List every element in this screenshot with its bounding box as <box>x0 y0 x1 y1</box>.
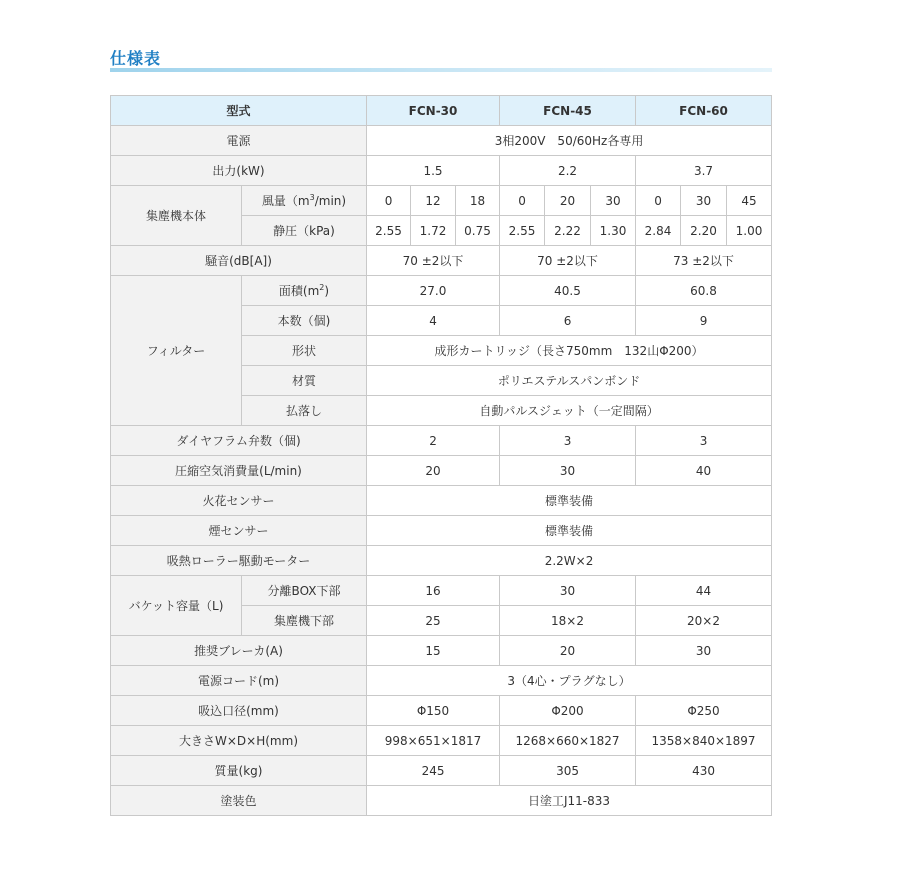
cell-value: 40.5 <box>500 276 636 306</box>
cell-value: 1.5 <box>367 156 500 186</box>
cell-value: 44 <box>636 576 772 606</box>
cell-value: 1.00 <box>727 216 772 246</box>
cell-value: 60.8 <box>636 276 772 306</box>
header-row <box>111 96 772 126</box>
cell-value: 1.30 <box>591 216 636 246</box>
cell-value: 20×2 <box>636 606 772 636</box>
cell-value: 4 <box>367 306 500 336</box>
title-underline <box>110 68 772 72</box>
spec-table <box>110 95 772 816</box>
row-label: 出力(kW) <box>111 156 367 186</box>
cell-value: 70 ±2以下 <box>500 246 636 276</box>
cell-value: 0 <box>367 186 411 216</box>
cell-value: 1.72 <box>411 216 456 246</box>
row-label: 電源コード(m) <box>111 666 367 696</box>
row-label: 吸熱ローラー駆動モーター <box>111 546 367 576</box>
model-label: 型式 <box>111 96 367 126</box>
table-row <box>111 726 772 756</box>
row-label: 火花センサー <box>111 486 367 516</box>
group-label: 集塵機本体 <box>111 186 242 246</box>
cell-value: 30 <box>500 456 636 486</box>
cell-value: 20 <box>367 456 500 486</box>
table-row <box>111 486 772 516</box>
sub-label: 本数（個) <box>242 306 367 336</box>
table-row <box>111 546 772 576</box>
cell-value: 20 <box>500 636 636 666</box>
cell-value: 3 <box>636 426 772 456</box>
row-label: 圧縮空気消費量(L/min) <box>111 456 367 486</box>
cell-value: 430 <box>636 756 772 786</box>
group-label: フィルター <box>111 276 242 426</box>
table-row <box>111 186 772 216</box>
table-row <box>111 696 772 726</box>
cell-value: 日塗工J11-833 <box>367 786 772 816</box>
cell-value: 73 ±2以下 <box>636 246 772 276</box>
row-label: 塗装色 <box>111 786 367 816</box>
cell-value: 1358×840×1897 <box>636 726 772 756</box>
cell-value: 25 <box>367 606 500 636</box>
table-row <box>111 126 772 156</box>
row-label: 煙センサー <box>111 516 367 546</box>
row-label: 推奨ブレーカ(A) <box>111 636 367 666</box>
cell-value: 0.75 <box>456 216 500 246</box>
cell-value: 30 <box>500 576 636 606</box>
page-title: 仕様表 <box>110 49 162 68</box>
row-label: 大きさW×D×H(mm) <box>111 726 367 756</box>
cell-value: Φ200 <box>500 696 636 726</box>
cell-value: 自動パルスジェット（一定間隔） <box>367 396 772 426</box>
row-label: ダイヤフラム弁数（個) <box>111 426 367 456</box>
cell-value: 3相200V 50/60Hz各専用 <box>367 126 772 156</box>
cell-value: 1268×660×1827 <box>500 726 636 756</box>
sub-label: 風量$(m^3/\min)$ <box>242 186 367 216</box>
table-row <box>111 426 772 456</box>
cell-value: 20 <box>545 186 591 216</box>
cell-value: 6 <box>500 306 636 336</box>
cell-value: 12 <box>411 186 456 216</box>
cell-value: 30 <box>636 636 772 666</box>
cell-value: 0 <box>636 186 681 216</box>
cell-value: 2.55 <box>500 216 545 246</box>
cell-value: 15 <box>367 636 500 666</box>
cell-value: 18 <box>456 186 500 216</box>
cell-value: 45 <box>727 186 772 216</box>
cell-value: 0 <box>500 186 545 216</box>
table-row <box>111 456 772 486</box>
cell-value: 3.7 <box>636 156 772 186</box>
sub-label: 形状 <box>242 336 367 366</box>
cell-value: ポリエステルスパンボンド <box>367 366 772 396</box>
sub-label: 面積$(m^2)$ <box>242 276 367 306</box>
row-label: 質量(kg) <box>111 756 367 786</box>
table-row <box>111 786 772 816</box>
table-row <box>111 756 772 786</box>
sub-label: 材質 <box>242 366 367 396</box>
cell-value: 成形カートリッジ（長さ750mm 132山Φ200） <box>367 336 772 366</box>
cell-value: 標準装備 <box>367 516 772 546</box>
cell-value: 998×651×1817 <box>367 726 500 756</box>
cell-value: 2.2 <box>500 156 636 186</box>
cell-value: 27.0 <box>367 276 500 306</box>
cell-value: 2.22 <box>545 216 591 246</box>
cell-value: Φ250 <box>636 696 772 726</box>
table-row <box>111 276 772 306</box>
cell-value: 70 ±2以下 <box>367 246 500 276</box>
sub-label: 払落し <box>242 396 367 426</box>
cell-value: 16 <box>367 576 500 606</box>
sub-label: 静圧（kPa) <box>242 216 367 246</box>
row-label: 吸込口径(mm) <box>111 696 367 726</box>
cell-value: 2.84 <box>636 216 681 246</box>
row-label: 騒音(dB[A]) <box>111 246 367 276</box>
cell-value: 2.20 <box>681 216 727 246</box>
cell-value: Φ150 <box>367 696 500 726</box>
model-header: FCN-45 <box>500 96 636 126</box>
model-header: FCN-60 <box>636 96 772 126</box>
cell-value: 245 <box>367 756 500 786</box>
table-row <box>111 666 772 696</box>
cell-value: 2.2W×2 <box>367 546 772 576</box>
table-row <box>111 636 772 666</box>
sub-label: 分離BOX下部 <box>242 576 367 606</box>
cell-value: 18×2 <box>500 606 636 636</box>
row-label: 電源 <box>111 126 367 156</box>
cell-value: 40 <box>636 456 772 486</box>
group-label: バケット容量（L) <box>111 576 242 636</box>
cell-value: 30 <box>591 186 636 216</box>
model-header: FCN-30 <box>367 96 500 126</box>
cell-value: 9 <box>636 306 772 336</box>
cell-value: 3 <box>500 426 636 456</box>
table-row <box>111 576 772 606</box>
cell-value: 3（4心・プラグなし） <box>367 666 772 696</box>
cell-value: 305 <box>500 756 636 786</box>
cell-value: 30 <box>681 186 727 216</box>
cell-value: 2.55 <box>367 216 411 246</box>
table-row <box>111 246 772 276</box>
cell-value: 標準装備 <box>367 486 772 516</box>
cell-value: 2 <box>367 426 500 456</box>
sub-label: 集塵機下部 <box>242 606 367 636</box>
table-row <box>111 156 772 186</box>
table-row <box>111 516 772 546</box>
